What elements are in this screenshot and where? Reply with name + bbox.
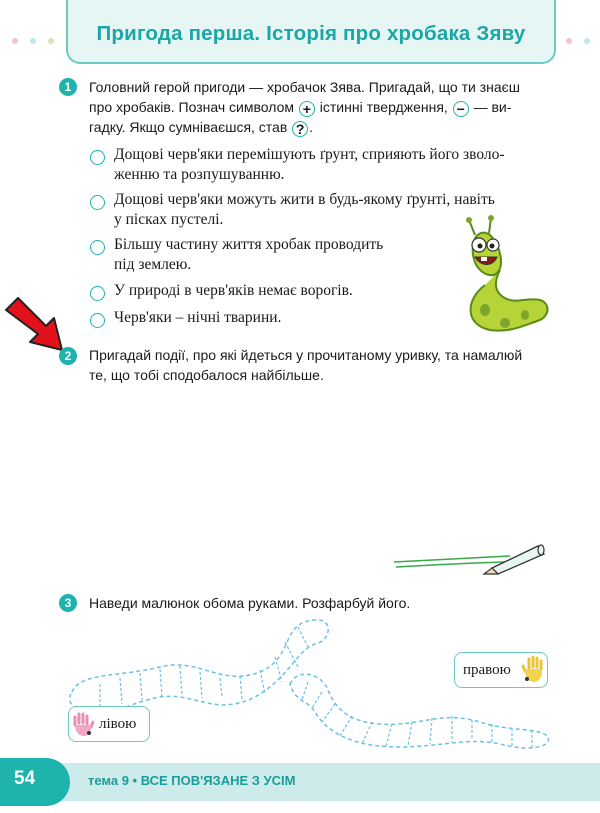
left-hand-icon	[72, 711, 94, 737]
footer-topic: тема 9 • ВСЕ ПОВ'ЯЗАНЕ З УСІМ	[88, 773, 296, 788]
task-3-number: 3	[59, 594, 77, 612]
title-banner	[66, 0, 556, 64]
red-arrow-icon	[4, 296, 70, 354]
task-1-line-3: гадку. Якщо сумніваєшся, став ? .	[89, 119, 314, 137]
task-2-line-1: Пригадай події, про які йдеться у прочитаному уривку, та намалюй	[89, 347, 523, 363]
task-1-text: про хробаків. Познач символом	[89, 99, 294, 115]
task-2-number: 2	[59, 347, 77, 365]
task-1-number: 1	[59, 78, 77, 96]
page-title: Пригода перша. Історія про хробака Зяву	[96, 22, 526, 45]
right-hand-label	[454, 652, 548, 688]
task-2-line-2: те, що тобі сподобалося найбільше.	[89, 367, 324, 383]
answer-circle-5[interactable]	[90, 313, 105, 328]
question-symbol-icon: ?	[292, 121, 308, 137]
task-1-line-2	[89, 97, 511, 118]
left-label-text: лівою	[99, 716, 137, 732]
statement-3-line-2: під землею.	[114, 256, 192, 273]
minus-symbol-icon: −	[453, 101, 469, 117]
answer-circle-4[interactable]	[90, 286, 105, 301]
task-1-line-1: Головний герой пригоди — хробачок Зява. Пригадай, що ти знаєш	[89, 79, 521, 95]
task-1-text: гадку. Якщо сумніваєшся, став	[89, 119, 288, 135]
answer-circle-3[interactable]	[90, 240, 105, 255]
task-1-text: істинні твердження,	[319, 99, 448, 115]
statement-3-line-1: Більшу частину життя хробак проводить	[114, 236, 384, 253]
statement-5-line-1: Черв'яки – нічні тварини.	[114, 309, 282, 326]
task-3-text: Наведи малюнок обома руками. Розфарбуй його.	[89, 595, 411, 611]
statement-1-line-1: Дощові черв'яки перемішують ґрунт, сприяють його зволо-	[114, 146, 505, 163]
answer-circle-1[interactable]	[90, 150, 105, 165]
statement-4-line-1: У природі в черв'яків немає ворогів.	[114, 282, 353, 299]
statement-2-line-2: у пісках пустелі.	[114, 211, 224, 228]
statement-1-line-2: женню та розпушуванню.	[114, 166, 285, 183]
caterpillar-illustration	[445, 215, 555, 340]
answer-circle-2[interactable]	[90, 195, 105, 210]
page-number: 54	[14, 768, 36, 789]
pencil-icon	[392, 540, 554, 576]
right-hand-icon	[521, 655, 545, 683]
statement-2-line-1: Дощові черв'яки можуть жити в будь-якому ґрунті, навіть	[114, 191, 495, 208]
right-label-text: правою	[463, 662, 511, 678]
plus-symbol-icon: +	[299, 101, 315, 117]
task-1-text: — ви-	[473, 99, 512, 115]
left-hand-label	[68, 706, 150, 742]
